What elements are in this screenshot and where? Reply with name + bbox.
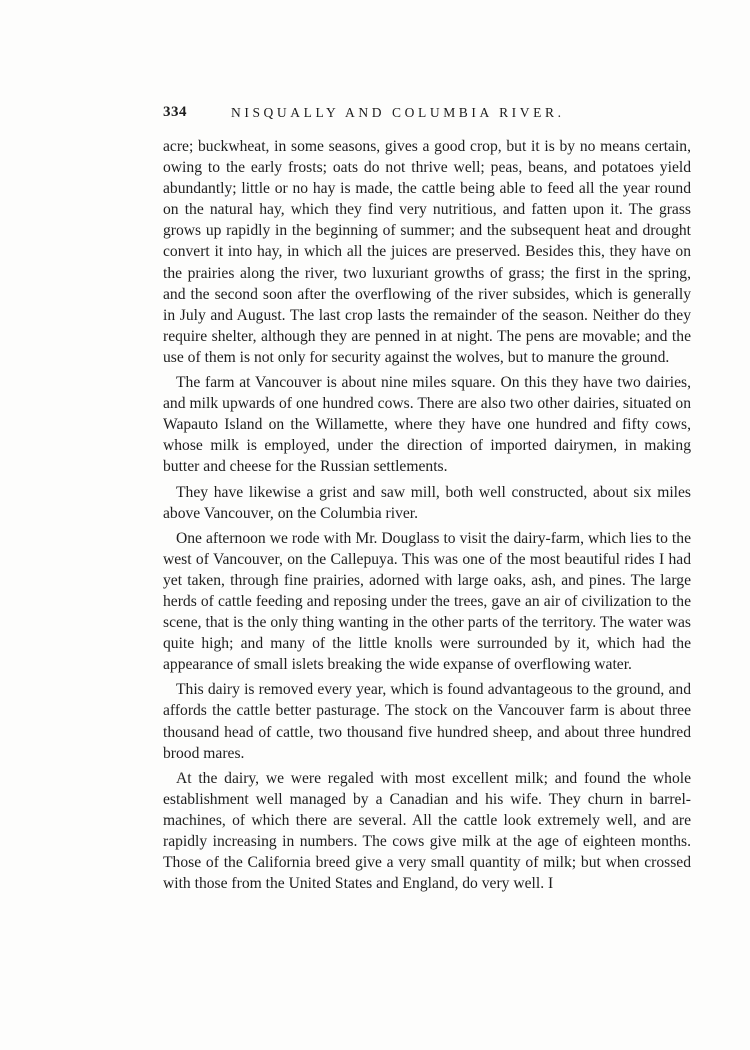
page-header [163, 104, 693, 126]
running-head: NISQUALLY AND COLUMBIA RIVER. [231, 105, 565, 120]
paragraph: This dairy is removed every year, which is found advantageous to the ground, and affords the cattle better pasturage. The stock on the Vancouver farm is about three thousand head of cattle, two thousand five hundred sheep, and about three hundred brood mares. [163, 681, 691, 762]
paragraph: The farm at Vancouver is about nine miles square. On this they have two dairies, and milk upwards of one hundred cows. There are also two other dairies, situated on Wapauto Island on the Willamette, where they have one hundred and fifty cows, whose milk is employed, under the direction of imported dairymen, in making butter and cheese for the Russian settlements. [163, 374, 691, 476]
paragraph: At the dairy, we were regaled with most excellent milk; and found the whole establishment well managed by a Canadian and his wife. They churn in barrel-machines, of which there are several. All the cattle look extremely well, and are rapidly increasing in numbers. The cows give milk at the age of eighteen months. Those of the California breed give a very small quantity of milk; but when crossed with those from the United States and England, do very well. I [163, 769, 691, 893]
paragraph: One afternoon we rode with Mr. Douglass to visit the dairy-farm, which lies to the west of Vancouver, on the Callepuya. This was one of the most beautiful rides I had yet taken, through fine prairies, adorned with large oaks, ash, and pines. The large herds of cattle feeding and reposing under the trees, gave an air of civilization to the scene, that is the only thing wanting in the other parts of the territory. The water was quite high; and many of the little knolls were surrounded by it, which had the appearance of small islets breaking the wide expanse of overflowing water. [163, 529, 691, 674]
paragraph-continued: acre; buckwheat, in some seasons, gives a good crop, but it is by no means certain, owing to the early frosts; oats do not thrive well; peas, beans, and potatoes yield abundantly; little or no hay is made, the cattle being able to feed all the year round on the natural hay, which they find very nutritious, and fatten upon it. The grass grows up rapidly in the beginning of summer; and the subsequent heat and drought convert it into hay, in which all the juices are preserved. Besides this, they have on the prairies along the river, two luxuriant growths of grass; the first in the spring, and the second soon after the overflowing of the river subsides, which is generally in July and August. The last crop lasts the remainder of the season. Neither do they require shelter, although they are penned in at night. The pens are movable; and the use of them is not only for security against the wolves, but to manure the ground. [163, 138, 691, 366]
page-number: 334 [163, 104, 187, 120]
body-text [163, 136, 691, 898]
paragraph: They have likewise a grist and saw mill, both well constructed, about six miles above Vancouver, on the Columbia river. [163, 483, 691, 522]
